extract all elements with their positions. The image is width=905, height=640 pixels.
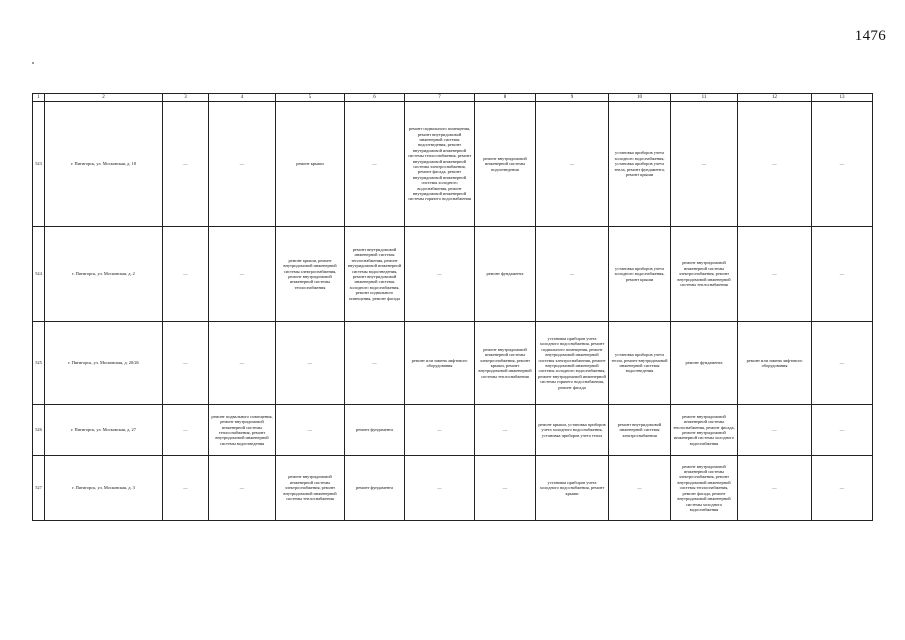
- row-number: 523: [33, 102, 45, 227]
- col-header-13: 13: [812, 94, 873, 102]
- cell-col-5: ремонт крыши: [276, 102, 345, 227]
- cell-col-7: ремонт или замена лифтового оборудования: [405, 322, 475, 405]
- cell-col-11: —: [671, 102, 738, 227]
- row-number: 527: [33, 456, 45, 521]
- address-cell: г. Пятигорск, ул. Московская, д. 27: [45, 405, 163, 456]
- cell-col-9: —: [536, 102, 609, 227]
- cell-col-12: ремонт или замена лифтового оборудования: [738, 322, 812, 405]
- table-row: [33, 456, 873, 521]
- table-row: [33, 227, 873, 322]
- cell-col-11: ремонт фундамента: [671, 322, 738, 405]
- cell-col-12: —: [738, 227, 812, 322]
- cell-col-11: ремонт внутридомовой инженерной системы теплоснабжения, ремонт фасада, ремонт внутридомовой инженерной системы холодного водоснабжения: [671, 405, 738, 456]
- cell-col-9: —: [536, 227, 609, 322]
- cell-col-3: —: [163, 102, 209, 227]
- table-row: [33, 102, 873, 227]
- cell-col-3: —: [163, 456, 209, 521]
- col-header-4: 4: [209, 94, 276, 102]
- cell-col-4: —: [209, 322, 276, 405]
- col-header-2: 2: [45, 94, 163, 102]
- cell-col-4: —: [209, 227, 276, 322]
- row-number: 524: [33, 227, 45, 322]
- cell-col-10: установка приборов учета холодного водоснабжения, установка приборов учета тепла, ремонт фундамента, ремонт крыши: [609, 102, 671, 227]
- cell-col-10: установка приборов учета холодного водоснабжения, ремонт крыши: [609, 227, 671, 322]
- row-number: 526: [33, 405, 45, 456]
- cell-col-8: ремонт внутридомовой инженерной системы водоотведения: [475, 102, 536, 227]
- cell-col-13: —: [812, 405, 873, 456]
- cell-col-9: установка приборов учета холодного водоснабжения, ремонт крыши: [536, 456, 609, 521]
- col-header-11: 11: [671, 94, 738, 102]
- cell-col-7: —: [405, 405, 475, 456]
- table-row: [33, 405, 873, 456]
- cell-col-12: —: [738, 456, 812, 521]
- cell-col-6: ремонт фундамента: [345, 405, 405, 456]
- cell-col-11: ремонт внутридомовой инженерной системы электроснабжения, ремонт внутридомовой инженерной системы теплоснабжения: [671, 227, 738, 322]
- cell-col-6: —: [345, 322, 405, 405]
- repair-schedule-table: [32, 93, 873, 521]
- table-row: [33, 322, 873, 405]
- cell-col-9: ремонт крыши, установка приборов учета холодного водоснабжения, установка приборов учета тепла: [536, 405, 609, 456]
- cell-col-8: —: [475, 405, 536, 456]
- cell-col-13: —: [812, 456, 873, 521]
- cell-col-5: —: [276, 405, 345, 456]
- cell-col-12: —: [738, 102, 812, 227]
- scan-speck: [32, 62, 34, 64]
- cell-col-7: —: [405, 456, 475, 521]
- cell-col-5: ремонт крыши, ремонт внутридомовой инженерной системы электроснабжения, ремонт внутридомовой инженерной системы теплоснабжения: [276, 227, 345, 322]
- cell-col-4: —: [209, 456, 276, 521]
- cell-col-10: установка приборов учета тепла, ремонт внутридомовой инженерной системы водоотведения: [609, 322, 671, 405]
- cell-col-3: —: [163, 405, 209, 456]
- cell-col-13: —: [812, 227, 873, 322]
- cell-col-8: ремонт фундамента: [475, 227, 536, 322]
- col-header-8: 8: [475, 94, 536, 102]
- cell-col-13: —: [812, 102, 873, 227]
- col-header-10: 10: [609, 94, 671, 102]
- address-cell: г. Пятигорск, ул. Московская, д. 18: [45, 102, 163, 227]
- cell-col-7: —: [405, 227, 475, 322]
- row-number: 525: [33, 322, 45, 405]
- col-header-5: 5: [276, 94, 345, 102]
- cell-col-3: —: [163, 227, 209, 322]
- cell-col-5: —: [276, 322, 345, 405]
- cell-col-3: —: [163, 322, 209, 405]
- col-header-6: 6: [345, 94, 405, 102]
- col-header-9: 9: [536, 94, 609, 102]
- cell-col-6: —: [345, 102, 405, 227]
- address-cell: г. Пятигорск, ул. Московская, д. 20/26: [45, 322, 163, 405]
- header-row: [33, 94, 873, 102]
- cell-col-12: —: [738, 405, 812, 456]
- cell-col-13: —: [812, 322, 873, 405]
- col-header-12: 12: [738, 94, 812, 102]
- col-header-7: 7: [405, 94, 475, 102]
- cell-col-6: ремонт фундамента: [345, 456, 405, 521]
- cell-col-6: ремонт внутридомовой инженерной системы теплоснабжения, ремонт внутридомовой инженерной системы водоотведения, ремонт внутридомовой инженерной системы холодного водоснабжения, ремонт подвального помещения, ремонт фасада: [345, 227, 405, 322]
- cell-col-11: ремонт внутридомовой инженерной системы электроснабжения, ремонт внутридомовой инженерной системы теплоснабжения, ремонт фасада, ремонт внутридомовой инженерной системы холодного водоснабжения: [671, 456, 738, 521]
- cell-col-4: —: [209, 102, 276, 227]
- col-header-1: 1: [33, 94, 45, 102]
- address-cell: г. Пятигорск, ул. Московская, д. 2: [45, 227, 163, 322]
- cell-col-9: установка приборов учета холодного водоснабжения, ремонт подвального помещения, ремонт внутридомовой инженерной системы электроснабжения, ремонт внутридомовой инженерной системы холодного водоснабжения, ремонт внутридомовой инженерной системы горячего водоснабжения, ремонт фасада: [536, 322, 609, 405]
- page-number: 1476: [854, 28, 886, 44]
- address-cell: г. Пятигорск, ул. Московская, д. 3: [45, 456, 163, 521]
- cell-col-5: ремонт внутридомовой инженерной системы электроснабжения, ремонт внутридомовой инженерной системы теплоснабжения: [276, 456, 345, 521]
- cell-col-4: ремонт подвального помещения, ремонт внутридомовой инженерной системы теплоснабжения, ремонт внутридомовой инженерной системы водоотведения: [209, 405, 276, 456]
- cell-col-8: ремонт внутридомовой инженерной системы электроснабжения, ремонт крыши, ремонт внутридомовой инженерной системы теплоснабжения: [475, 322, 536, 405]
- cell-col-10: —: [609, 456, 671, 521]
- cell-col-7: ремонт подвального помещения, ремонт внутридомовой инженерной системы водоотведения, ремонт внутридомовой инженерной системы теплоснабжения, ремонт внутридомовой инженерной системы электроснабжения, ремонт фасада, ремонт внутридомовой инженерной системы холодного водоснабжения, ремонт внутридомовой инженерной системы горячего водоснабжения: [405, 102, 475, 227]
- col-header-3: 3: [163, 94, 209, 102]
- cell-col-8: —: [475, 456, 536, 521]
- cell-col-10: ремонт внутридомовой инженерной системы электроснабжения: [609, 405, 671, 456]
